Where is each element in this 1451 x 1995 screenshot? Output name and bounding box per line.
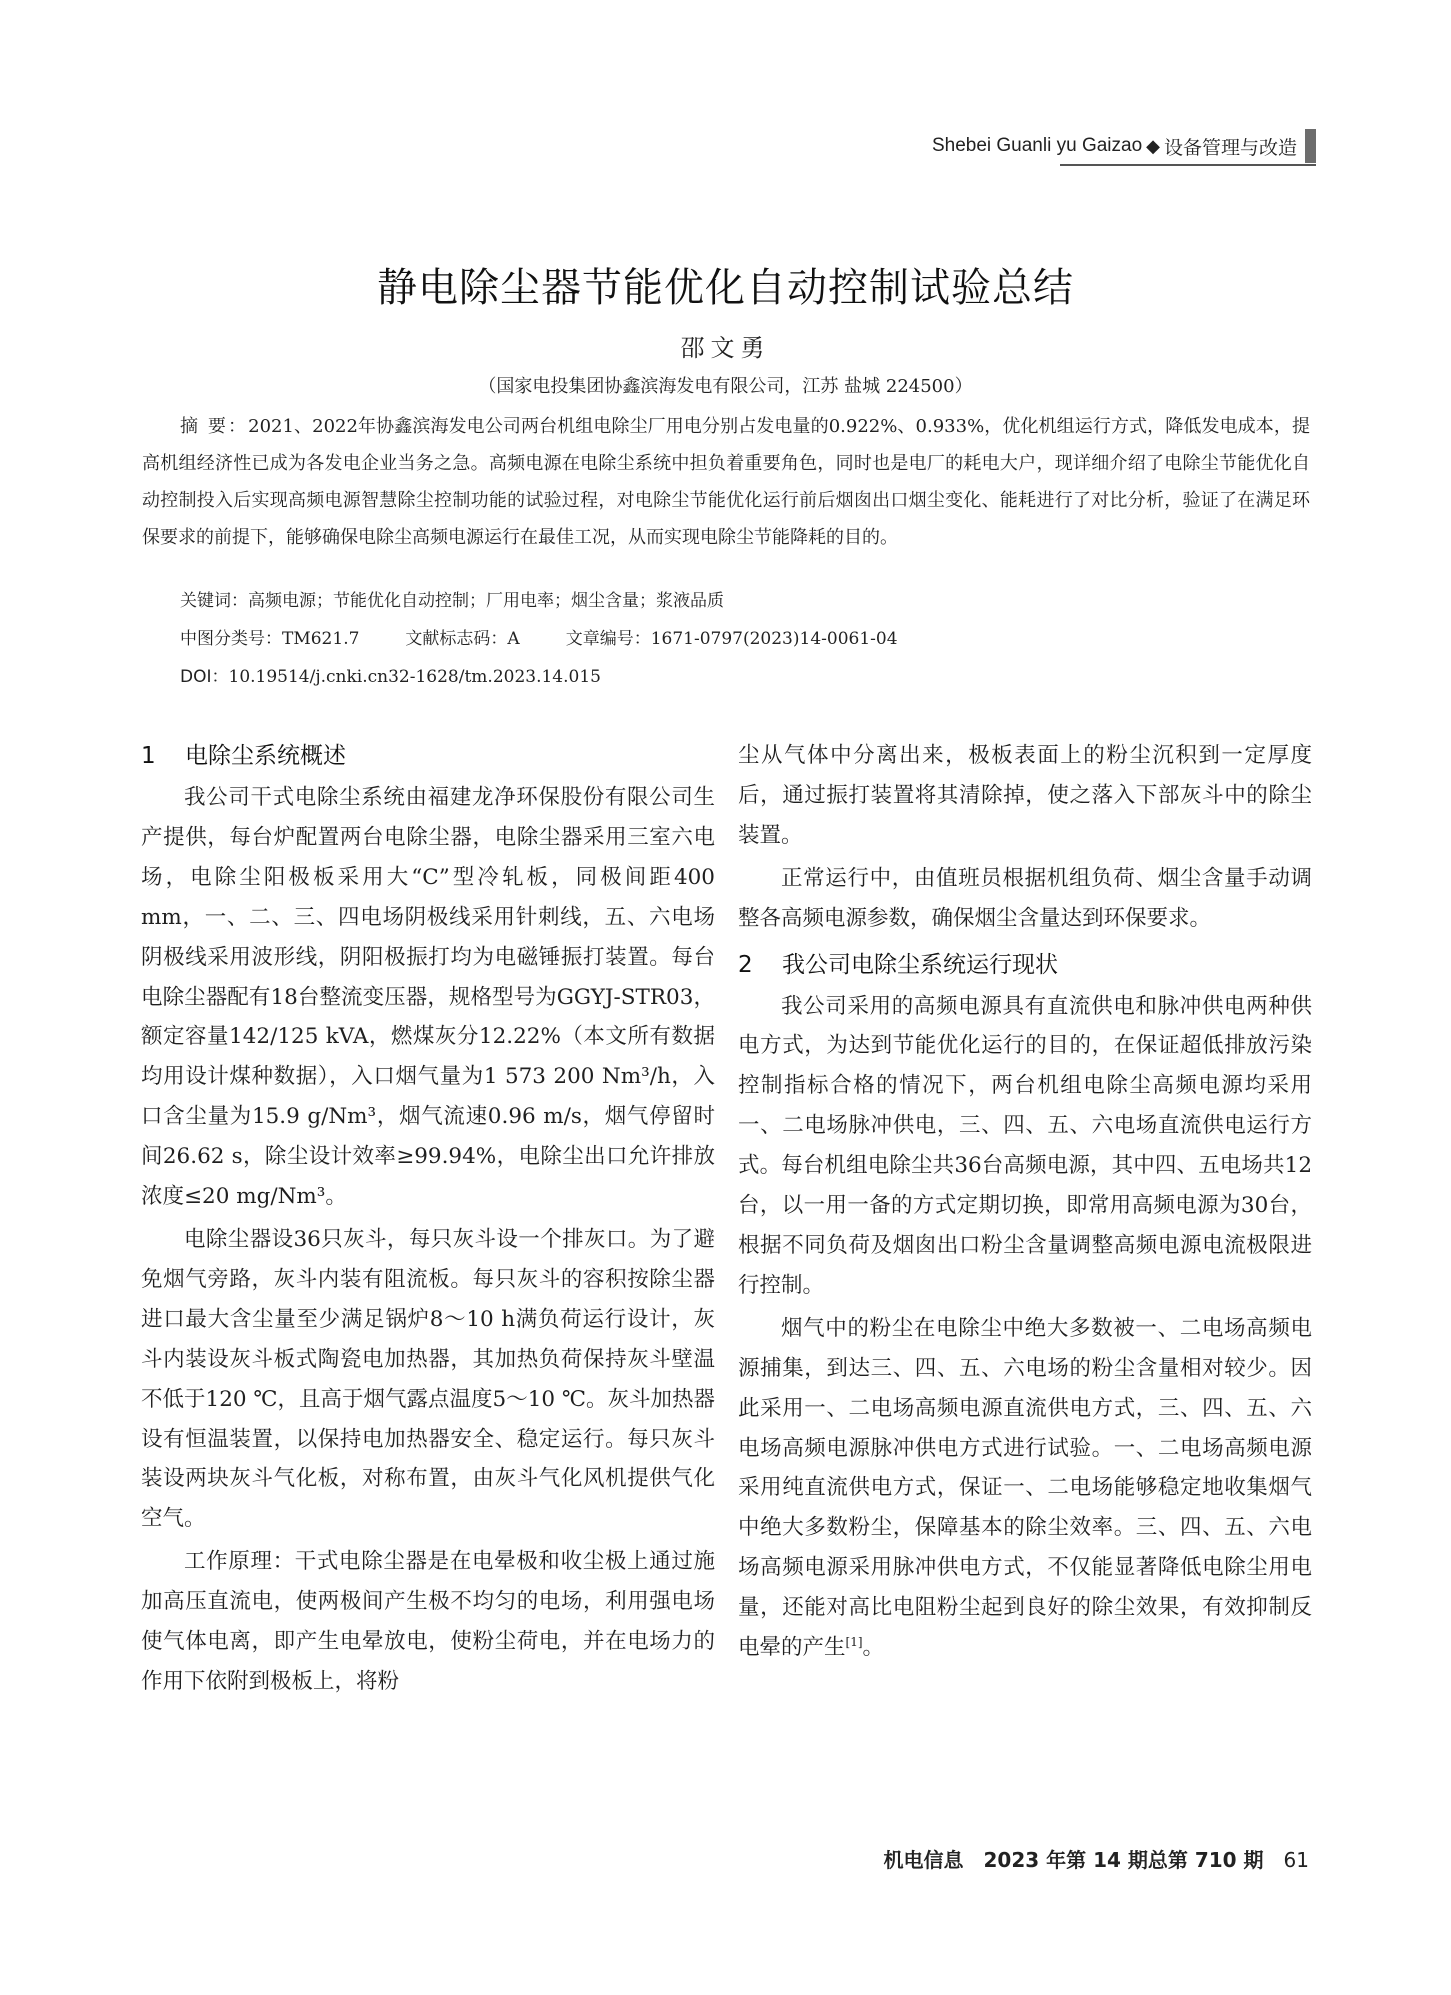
diamond-icon: ◆ [1146, 135, 1160, 156]
section-1-paragraph-4: 正常运行中，由值班员根据机组负荷、烟尘含量手动调整各高频电源参数，确保烟尘含量达到环保要求。 [738, 865, 1312, 931]
clc-value: TM621.7 [282, 629, 360, 649]
section-1-paragraph-3: 工作原理：干式电除尘器是在电晕极和收尘极上通过施加高压直流电，使两极间产生极不均匀的电场，利用强电场使气体电离，即产生电晕放电，使粉尘荷电，并在电场力的作用下依附到极板上，将粉 [141, 1549, 715, 1694]
section-2-title: 我公司电除尘系统运行现状 [782, 951, 1058, 978]
journal-issue: 机电信息 2023 年第 14 期总第 710 期 [883, 1848, 1264, 1872]
header-bar-icon [1305, 129, 1316, 163]
abstract [142, 408, 1310, 556]
left-column [141, 736, 715, 1705]
abstract-label: 摘 要： [180, 416, 249, 437]
section-2-paragraph-1: 我公司采用的高频电源具有直流供电和脉冲供电两种供电方式，为达到节能优化运行的目的，在保证超低排放污染控制指标合格的情况下，两台机组电除尘高频电源均采用一、二电场脉冲供电，三、四、五、六电场直流供电运行方式。每台机组电除尘共36台高频电源，其中四、五电场共12台，以一用一备的方式定期切换，即常用高频电源为30台，根据不同负荷及烟囱出口粉尘含量调整高频电源电流极限进行控制。 [738, 993, 1312, 1298]
section-1-paragraph-3-continued: 尘从气体中分离出来，极板表面上的粉尘沉积到一定厚度后，通过振打装置将其清除掉，使之落入下部灰斗中的除尘装置。 [738, 743, 1312, 848]
doi-value: 10.19514/j.cnki.cn32-1628/tm.2023.14.015 [228, 667, 601, 687]
doc-code-value: A [507, 629, 520, 649]
page-footer [883, 1844, 1309, 1873]
article-number-value: 1671-0797(2023)14-0061-04 [650, 629, 898, 649]
section-1-title: 电除尘系统概述 [185, 743, 346, 769]
keywords-text: 高频电源；节能优化自动控制；厂用电率；烟尘含量；浆液品质 [248, 591, 724, 611]
section-2-paragraph-2 [738, 1309, 1312, 1668]
header-rule [1060, 164, 1316, 166]
section-1-number: 1 [141, 743, 156, 769]
section-2-paragraph-2-end: 。 [862, 1635, 885, 1661]
section-1-paragraph-2: 电除尘器设36只灰斗，每只灰斗设一个排灰口。为了避免烟气旁路，灰斗内装有阻流板。每只灰斗的容积按除尘器进口最大含尘量至少满足锅炉8～10 h满负荷运行设计，灰斗内装设灰斗板式陶瓷电加热器，其加热负荷保持灰斗壁温不低于120 ℃，且高于烟气露点温度5～10 ℃。灰斗加热器设有恒温装置，以保持电加热器安全、稳定运行。每只灰斗装设两块灰斗气化板，对称布置，由灰斗气化风机提供气化空气。 [141, 1226, 715, 1532]
keywords [180, 586, 724, 611]
section-2-heading [738, 945, 1312, 987]
clc-label: 中图分类号： [180, 629, 282, 649]
section-1-paragraph-1: 我公司干式电除尘系统由福建龙净环保股份有限公司生产提供，每台炉配置两台电除尘器，电除尘器采用三室六电场，电除尘阳极板采用大“C”型冷轧板，同极间距400 mm，一、二、三、四电场阴极线采用针刺线，五、六电场阴极线采用波形线，阴阳极振打均为电磁锤振打装置。每台电除尘器配有18台整流变压器，规格型号为GGYJ-STR03，额定容量142/125 kVA，燃煤灰分12.22%（本文所有数据均用设计煤种数据），入口烟气量为1 573 200 Nm³/h，入口含尘量为15.9 g/Nm³，烟气流速0.96 m/s，烟气停留时间26.62 s，除尘设计效率≥99.94%，电除尘出口允许排放浓度≤20 mg/Nm³。 [141, 785, 715, 1210]
header-pinyin: Shebei Guanli yu Gaizao [931, 135, 1143, 156]
right-column [738, 736, 1312, 1671]
section-2-paragraph-2-text: 烟气中的粉尘在电除尘中绝大多数被一、二电场高频电源捕集，到达三、四、五、六电场的粉尘含量相对较少。因此采用一、二电场高频电源直流供电方式，三、四、五、六电场高频电源脉冲供电方式进行试验。一、二电场高频电源采用纯直流供电方式，保证一、二电场能够稳定地收集烟气中绝大多数粉尘，保障基本的除尘效率。三、四、五、六电场高频电源采用脉冲供电方式，不仅能显著降低电除尘用电量，还能对高比电阻粉尘起到良好的除尘效果，有效抑制反电晕的产生 [738, 1315, 1312, 1661]
doi [180, 662, 601, 687]
keywords-label: 关键词： [180, 591, 248, 611]
abstract-text: 2021、2022年协鑫滨海发电公司两台机组电除尘厂用电分别占发电量的0.922%、0.933%，优化机组运行方式，降低发电成本，提高机组经济性已成为各发电企业当务之急。高频电源在电除尘系统中担负着重要角色，同时也是电厂的耗电大户，现详细介绍了电除尘节能优化自动控制投入后实现高频电源智慧除尘控制功能的试验过程，对电除尘节能优化运行前后烟囱出口烟尘变化、能耗进行了对比分析，验证了在满足环保要求的前提下，能够确保电除尘高频电源运行在最佳工况，从而实现电除尘节能降耗的目的。 [142, 416, 1310, 548]
doc-code-label: 文献标志码： [405, 629, 508, 649]
classification [180, 624, 898, 649]
article-number-label: 文章编号： [565, 629, 651, 649]
header-section: 设备管理与改造 [1163, 137, 1297, 159]
page-number: 61 [1283, 1848, 1309, 1872]
abstract-paragraph [142, 408, 1310, 556]
citation-ref[interactable]: [1] [845, 1634, 863, 1649]
affiliation: （国家电投集团协鑫滨海发电有限公司，江苏 盐城 224500） [478, 376, 973, 397]
running-header [860, 128, 1316, 164]
author: 邵文勇 [680, 334, 771, 362]
section-1-heading [141, 736, 715, 778]
article-title: 静电除尘器节能优化自动控制试验总结 [377, 265, 1074, 311]
doi-label: DOI： [180, 667, 229, 687]
section-2-number: 2 [738, 951, 753, 978]
